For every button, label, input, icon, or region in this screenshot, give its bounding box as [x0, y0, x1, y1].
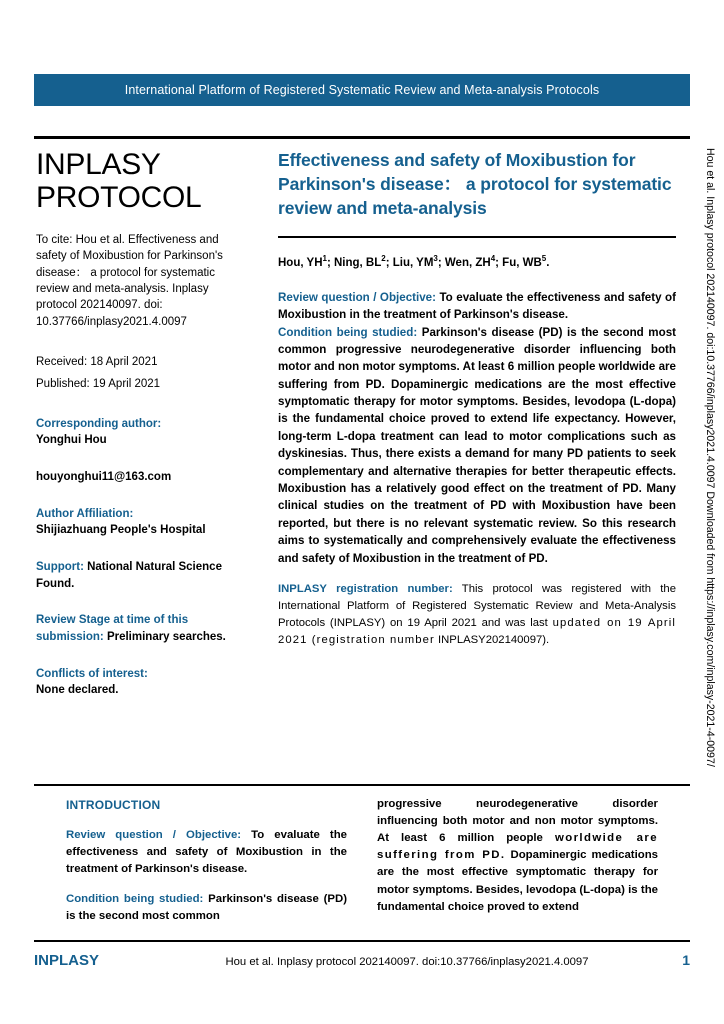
citation-block: To cite: Hou et al. Effectiveness and safety of Moxibustion for Parkinson's disease： a protocol for systematic review and meta-analysis. Inplasy protocol 202140097. doi: 10.37766/inplasy2021.4.0097: [36, 234, 223, 328]
support-value: National Natural Science Found.: [36, 561, 222, 590]
divider-bottom: [34, 940, 690, 942]
body-continuation-text-2: Dopaminergic medications are the most effective symptomatic therapy for motor symptoms. Besides, levodopa (L-dopa) is the fundamental choice proved to extend: [377, 849, 658, 913]
platform-banner-text: International Platform of Registered Systematic Review and Meta-analysis Protocols: [124, 83, 600, 97]
body-column-left: [66, 796, 347, 926]
abstract-review-question: [278, 289, 676, 324]
journal-title: [36, 148, 250, 214]
corresponding-email[interactable]: houyonghui11@163.com: [36, 471, 172, 483]
divider-mid: [34, 784, 690, 786]
email-block: [36, 469, 250, 486]
body-condition-label: Condition being studied:: [66, 893, 204, 906]
metadata-column: [36, 148, 250, 699]
received-date: Received: 18 April 2021: [36, 355, 158, 368]
support-label: Support:: [36, 561, 84, 574]
abstract-review-question-text: To evaluate the effectiveness and safety of Moxibustion in the treatment of Parkinson's disease.: [278, 290, 676, 322]
corresponding-author-name: Yonghui Hou: [36, 434, 107, 447]
body-condition-text: Parkinson's disease (PD) is the second most common: [66, 893, 347, 923]
abstract-registration: [278, 581, 676, 649]
dates-block: [36, 352, 250, 396]
section-heading-introduction: INTRODUCTION: [66, 798, 161, 812]
abstract-body: [278, 289, 676, 649]
body-review-question: [66, 827, 347, 878]
body-condition: [66, 891, 347, 925]
sidebar-vertical-citation: [702, 148, 722, 908]
body-columns: [66, 796, 658, 926]
page-footer: [34, 952, 690, 969]
author-list: Hou, $YH^1$; Ning, $BL^2$; Liu, $YM^3$; Wen, $ZH^4$; Fu, $WB^5$.: [278, 253, 550, 269]
body-continuation-text-1: progressive neurodegenerative disorder influencing both motor and non motor symptoms. At least 6 million people: [377, 798, 658, 845]
conflicts-label: Conflicts of interest:: [36, 667, 148, 680]
abstract-registration-text-2: INPLASY202140097).: [434, 633, 550, 646]
support-block: [36, 559, 250, 592]
body-column-right: [377, 796, 658, 926]
divider-under-title: [278, 236, 676, 238]
conflicts-block: [36, 666, 250, 699]
abstract-review-question-label: Review question / Objective:: [278, 290, 436, 304]
review-stage-value: Preliminary searches.: [106, 631, 226, 644]
affiliation-label: Author Affiliation:: [36, 507, 134, 520]
footer-brand: INPLASY: [34, 952, 100, 969]
corresponding-author-block: [36, 416, 250, 449]
journal-title-line1: INPLASY: [36, 148, 161, 181]
article-title: Effectiveness and safety of Moxibustion for Parkinson's disease： a protocol for systematic review and meta-analysis: [278, 150, 672, 219]
abstract-registration-text-spread: updated on 19 April 2021 (registration number: [278, 616, 676, 646]
affiliation-value: Shijiazhuang People's Hospital: [36, 524, 206, 537]
body-review-question-label: Review question / Objective:: [66, 829, 242, 841]
abstract-column: [278, 148, 676, 649]
review-stage-block: [36, 612, 250, 645]
divider-top: [34, 136, 690, 139]
body-continuation-text-spread: worldwide are suffering from PD.: [377, 832, 658, 862]
journal-title-line2: PROTOCOL: [36, 181, 202, 214]
sidebar-vertical-citation-text: Hou et al. Inplasy protocol 202140097. doi:10.37766/inplasy2021.4.0097 Downloaded from https://inplasy.com/inplasy-2021-4-0097/: [704, 148, 716, 767]
footer-page-number: 1: [682, 952, 690, 968]
footer-citation: Hou et al. Inplasy protocol 202140097. doi:10.37766/inplasy2021.4.0097: [225, 956, 589, 968]
abstract-condition-text: Parkinson's disease (PD) is the second most common progressive neurodegenerative disorder influencing both motor and non motor symptoms. At least 6 million people worldwide are suffering from PD. Dopaminergic medications are the most effective symptomatic therapy for motor symptoms. Besides, levodopa (L-dopa) is the fundamental choice proved to extend life expectancy. However, long-term L-dopa treatment can lead to motor complications such as dyskinesias. Thus, there exists a demand for many PD patients to seek complementary and alternative therapies for better therapeutic effects. Moxibustion has a relatively good effect on the treatment of PD. Many clinical studies on the treatment of PD with Moxibustion have been reported, but there is no relevant systematic review. So this research aims to systematically and comprehensively evaluate the effectiveness and safety of Moxibustion in the treatment of PD.: [278, 325, 676, 565]
affiliation-block: [36, 506, 250, 539]
corresponding-author-label: Corresponding author:: [36, 417, 162, 430]
review-stage-label: Review Stage at time of this submission:: [36, 614, 189, 644]
abstract-condition: [278, 324, 676, 567]
published-date: Published: 19 April 2021: [36, 377, 161, 390]
body-continuation: [377, 796, 658, 916]
conflicts-value: None declared.: [36, 684, 119, 697]
abstract-condition-label: Condition being studied:: [278, 325, 418, 339]
platform-banner: [34, 74, 690, 106]
abstract-registration-text-1: This protocol was registered with the International Platform of Registered Systematic Review and Meta-Analysis Protocols (INPLASY) on 19 April 2021 and was last: [278, 583, 676, 629]
body-review-question-text: To evaluate the effectiveness and safety of Moxibustion in the treatment of Parkinson's disease.: [66, 829, 347, 876]
abstract-registration-label: INPLASY registration number:: [278, 583, 453, 595]
